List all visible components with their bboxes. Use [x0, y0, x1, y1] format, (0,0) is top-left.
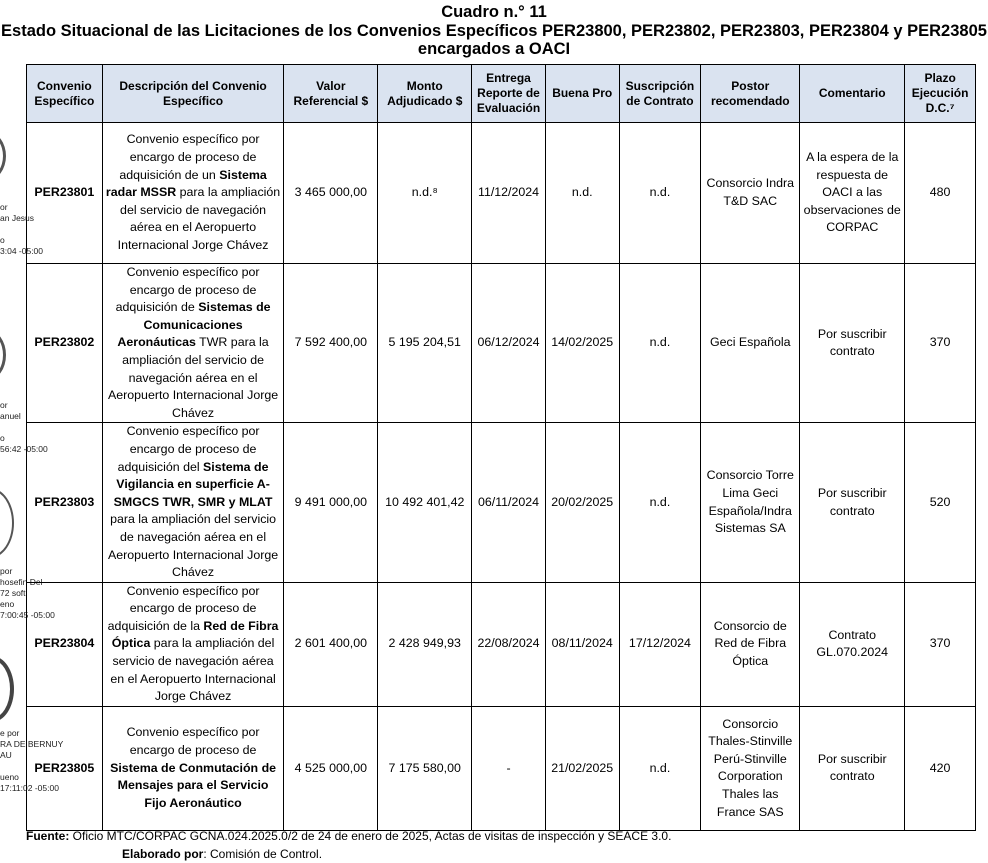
comentario: Contrato GL.070.2024 — [800, 582, 905, 706]
stamp-text: e por RA DE BERNUY AU ueno 17:11:02 -05:00 — [0, 728, 64, 793]
valor-referencial: 4 525 000,00 — [284, 706, 378, 830]
buena-pro: 14/02/2025 — [545, 264, 619, 423]
suscripcion-contrato: 17/12/2024 — [619, 582, 701, 706]
convenio-code: PER23803 — [27, 423, 103, 582]
postor-recomendado: Consorcio Indra T&D SAC — [701, 123, 800, 264]
licitaciones-table — [26, 64, 976, 831]
table-title-cont: encargados a OACI — [417, 40, 571, 58]
col-header: Postor recomendado — [701, 65, 800, 123]
seal-icon — [0, 656, 14, 722]
buena-pro: 20/02/2025 — [545, 423, 619, 582]
convenio-description: Convenio específico por encargo de proceso de adquisición de la Red de Fibra Óptica para la ampliación del servicio de navegación aérea en el Aeropuerto Internacional Jorge Chávez — [102, 582, 284, 706]
col-header: Plazo Ejecución D.C.⁷ — [905, 65, 976, 123]
col-header: Valor Referencial $ — [284, 65, 378, 123]
col-header: Convenio Específico — [27, 65, 103, 123]
suscripcion-contrato: n.d. — [619, 264, 701, 423]
convenio-code: PER23802 — [27, 264, 103, 423]
col-header: Comentario — [800, 65, 905, 123]
entrega-reporte: 22/08/2024 — [472, 582, 546, 706]
table-row — [27, 264, 976, 423]
monto-adjudicado: 10 492 401,42 — [378, 423, 472, 582]
valor-referencial: 2 601 400,00 — [284, 582, 378, 706]
plazo-ejecucion: 420 — [905, 706, 976, 830]
table-row — [27, 582, 976, 706]
convenio-description: Convenio específico por encargo de proceso de adquisición de Sistemas de Comunicaciones Aeronáuticas TWR para la ampliación del servicio de navegación aérea en el Aeropuerto Internacional Jorge Chávez — [102, 264, 284, 423]
prepared-by-note: Elaborado por: Comisión de Control. — [122, 847, 323, 861]
postor-recomendado: Geci Española — [701, 264, 800, 423]
valor-referencial: 3 465 000,00 — [284, 123, 378, 264]
entrega-reporte: 06/11/2024 — [472, 423, 546, 582]
seal-icon — [0, 132, 6, 180]
col-header: Entrega Reporte de Evaluación — [472, 65, 546, 123]
suscripcion-contrato: n.d. — [619, 706, 701, 830]
table-row — [27, 423, 976, 582]
convenio-description: Convenio específico por encargo de proceso de adquisición de un Sistema radar MSSR para la ampliación del servicio de navegación aérea en el Aeropuerto Internacional Jorge Chávez — [102, 123, 284, 264]
seal-icon — [0, 488, 14, 558]
monto-adjudicado: n.d.⁸ — [378, 123, 472, 264]
plazo-ejecucion: 370 — [905, 264, 976, 423]
col-header: Suscripción de Contrato — [619, 65, 701, 123]
plazo-ejecucion: 370 — [905, 582, 976, 706]
comentario: Por suscribir contrato — [800, 423, 905, 582]
entrega-reporte: 06/12/2024 — [472, 264, 546, 423]
table-row — [27, 706, 976, 830]
valor-referencial: 9 491 000,00 — [284, 423, 378, 582]
table-row — [27, 123, 976, 264]
monto-adjudicado: 2 428 949,93 — [378, 582, 472, 706]
entrega-reporte: - — [472, 706, 546, 830]
header-row — [27, 65, 976, 123]
comentario: Por suscribir contrato — [800, 706, 905, 830]
postor-recomendado: Consorcio Thales-Stinville Perú-Stinville Corporation Thales las France SAS — [701, 706, 800, 830]
convenio-description: Convenio específico por encargo de proceso de adquisición del Sistema de Vigilancia en superficie A-SMGCS TWR, SMR y MLAT para la ampliación del servicio de navegación aérea en el Aeropuerto Internacional Jorge Chávez — [102, 423, 284, 582]
buena-pro: 08/11/2024 — [545, 582, 619, 706]
cuadro-number: Cuadro n.° 11 — [441, 3, 547, 21]
plazo-ejecucion: 520 — [905, 423, 976, 582]
comentario: Por suscribir contrato — [800, 264, 905, 423]
valor-referencial: 7 592 400,00 — [284, 264, 378, 423]
stamp-text: or an Jesus o 3:04 -05:00 — [0, 202, 44, 256]
convenio-code: PER23801 — [27, 123, 103, 264]
stamp-text: or anuel o 56:42 -05:00 — [0, 400, 48, 454]
comentario: A la espera de la respuesta de OACI a las observaciones de CORPAC — [800, 123, 905, 264]
convenio-description: Convenio específico por encargo de proceso de Sistema de Conmutación de Mensajes para el Servicio Fijo Aeronáutico — [102, 706, 284, 830]
convenio-code: PER23805 — [27, 706, 103, 830]
entrega-reporte: 11/12/2024 — [472, 123, 546, 264]
monto-adjudicado: 5 195 204,51 — [378, 264, 472, 423]
monto-adjudicado: 7 175 580,00 — [378, 706, 472, 830]
postor-recomendado: Consorcio de Red de Fibra Óptica — [701, 582, 800, 706]
table-title: Estado Situacional de las Licitaciones de los Convenios Específicos PER23800, PER23802, PER23803, PER23804 y PER23805 — [1, 22, 987, 40]
source-note: Fuente: Oficio MTC/CORPAC GCNA.024.2025.0/2 de 24 de enero de 2025, Actas de visitas de inspección y SEACE 3.0. — [26, 829, 672, 843]
buena-pro: 21/02/2025 — [545, 706, 619, 830]
suscripcion-contrato: n.d. — [619, 123, 701, 264]
col-header: Monto Adjudicado $ — [378, 65, 472, 123]
seal-icon — [0, 330, 6, 380]
plazo-ejecucion: 480 — [905, 123, 976, 264]
col-header: Descripción del Convenio Específico — [102, 65, 284, 123]
col-header: Buena Pro — [545, 65, 619, 123]
suscripcion-contrato: n.d. — [619, 423, 701, 582]
buena-pro: n.d. — [545, 123, 619, 264]
postor-recomendado: Consorcio Torre Lima Geci Española/Indra Sistemas SA — [701, 423, 800, 582]
convenio-code: PER23804 — [27, 582, 103, 706]
stamp-text: por hosefin Del 72 soft eno 7:00:45 -05:00 — [0, 566, 55, 620]
